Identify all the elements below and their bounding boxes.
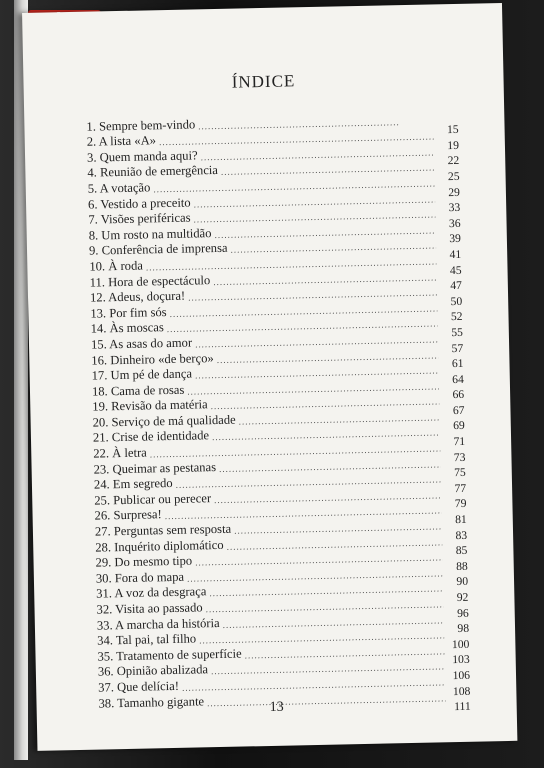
toc-entry-title: 21. Crise de identidade bbox=[92, 428, 210, 446]
page-title: ÍNDICE bbox=[231, 71, 296, 92]
toc-entry-title: 22. À letra bbox=[93, 445, 147, 461]
toc-entry-title: 10. À roda bbox=[89, 258, 144, 274]
toc-entry-title: 31. A voz da desgraça bbox=[96, 584, 207, 602]
toc-entry-page: 66 bbox=[452, 388, 465, 402]
toc-entry-title: 23. Queimar as pestanas bbox=[93, 459, 217, 477]
toc-entry-page: 98 bbox=[457, 621, 470, 636]
toc-entry-title: 33. A marcha da história bbox=[96, 615, 220, 633]
toc-entry-page: 85 bbox=[455, 544, 468, 558]
toc-entry-title: 20. Serviço de má qualidade bbox=[92, 412, 236, 430]
toc-entry-title: 16. Dinheiro «de berço» bbox=[91, 350, 214, 368]
toc-entry-title: 11. Hora de espectáculo bbox=[89, 272, 211, 290]
toc-entry-page: 71 bbox=[453, 434, 466, 449]
toc-entry-title: 32. Visita ao passado bbox=[96, 600, 203, 617]
toc-entry-title: 26. Surpresa! bbox=[94, 507, 162, 524]
toc-entry-page: 45 bbox=[449, 263, 462, 277]
toc-entry-title: 13. Por fim sós bbox=[90, 304, 167, 321]
toc-entry-page: 33 bbox=[448, 201, 461, 215]
toc-entry-page: 100 bbox=[451, 637, 470, 651]
toc-entry-title: 17. Um pé de dança bbox=[91, 366, 193, 383]
toc-entry-page: 73 bbox=[453, 450, 466, 464]
toc-entry-page: 75 bbox=[454, 466, 466, 480]
toc-entry-page: 47 bbox=[450, 279, 462, 293]
toc-entry-page: 39 bbox=[449, 232, 462, 246]
toc-entry-page: 92 bbox=[456, 590, 469, 605]
toc-entry-page: 77 bbox=[454, 481, 467, 495]
toc-entry-title: 12. Adeus, doçura! bbox=[89, 288, 186, 305]
toc-entry-page: 90 bbox=[456, 575, 469, 589]
table-of-contents bbox=[86, 110, 471, 726]
toc-entry-title: 3. Quem manda aqui? bbox=[86, 148, 198, 165]
toc-entry-page: 55 bbox=[451, 325, 463, 340]
toc-entry-page: 103 bbox=[452, 653, 470, 667]
toc-entry-title: 37. Que delícia! bbox=[98, 678, 180, 695]
toc-entry-title: 5. A votação bbox=[87, 180, 151, 196]
toc-entry-title: 14. Às moscas bbox=[90, 320, 164, 336]
toc-entry-page: 106 bbox=[452, 668, 471, 683]
toc-entry-title: 29. Do mesmo tipo bbox=[95, 553, 193, 570]
toc-entry-page: 57 bbox=[451, 341, 464, 355]
toc-entry-page: 22 bbox=[447, 154, 460, 168]
toc-entry-title: 36. Opinião abalizada bbox=[97, 662, 209, 679]
toc-entry-title: 24. Em segredo bbox=[93, 476, 173, 492]
toc-entry-page: 52 bbox=[450, 310, 463, 324]
toc-entry-page: 81 bbox=[455, 512, 467, 527]
toc-entry-page: 36 bbox=[448, 216, 461, 230]
toc-entry-title: 4. Reunião de emergência bbox=[87, 163, 219, 181]
toc-entry-page: 64 bbox=[452, 372, 464, 386]
toc-entry-title: 7. Visões periféricas bbox=[88, 210, 191, 227]
toc-entry-title: 19. Revisão da matéria bbox=[92, 397, 208, 414]
toc-entry-page: 79 bbox=[454, 497, 467, 511]
toc-entry-title: 8. Um rosto na multidão bbox=[88, 225, 212, 243]
toc-entry-page: 15 bbox=[446, 123, 459, 137]
toc-entry-page: 83 bbox=[455, 528, 468, 542]
toc-entry-title: 27. Perguntas sem resposta bbox=[94, 521, 232, 539]
toc-entry-page: 61 bbox=[451, 356, 464, 371]
toc-entry-title: 2. A lista «A» bbox=[86, 133, 157, 149]
page-number: 13 bbox=[269, 699, 284, 715]
toc-entry-title: 1. Sempre bem-vindo bbox=[86, 117, 196, 134]
toc-entry-page: 111 bbox=[454, 699, 471, 714]
toc-entry-title: 9. Conferência de imprensa bbox=[88, 241, 228, 259]
toc-entry-title: 15. As asas do amor bbox=[90, 335, 193, 352]
toc-entry-title: 28. Inquérito diplomático bbox=[95, 537, 224, 555]
toc-entry-title: 34. Tal pai, tal filho bbox=[97, 631, 197, 648]
toc-entry-page: 88 bbox=[456, 559, 468, 573]
toc-entry-title: 25. Publicar ou perecer bbox=[94, 491, 212, 508]
toc-entry-page: 29 bbox=[448, 185, 461, 199]
toc-entry-page: 25 bbox=[447, 169, 460, 184]
toc-entry-page: 19 bbox=[447, 138, 460, 152]
toc-entry-page: 50 bbox=[450, 294, 463, 308]
toc-entry-page: 69 bbox=[453, 419, 465, 433]
toc-entry-title: 30. Fora do mapa bbox=[95, 569, 185, 586]
toc-entry-title: 38. Tamanho gigante bbox=[98, 693, 205, 711]
toc-entry-page: 96 bbox=[456, 606, 469, 620]
toc-entry-page: 67 bbox=[452, 403, 465, 417]
toc-entry-title: 6. Vestido a preceito bbox=[87, 195, 191, 212]
toc-entry-page: 108 bbox=[452, 684, 471, 698]
book-page bbox=[22, 3, 517, 751]
toc-entry-page: 41 bbox=[449, 247, 462, 262]
toc-entry-title: 18. Cama de rosas bbox=[91, 382, 185, 399]
toc-entry-title: 35. Tratamento de superfície bbox=[97, 646, 242, 664]
